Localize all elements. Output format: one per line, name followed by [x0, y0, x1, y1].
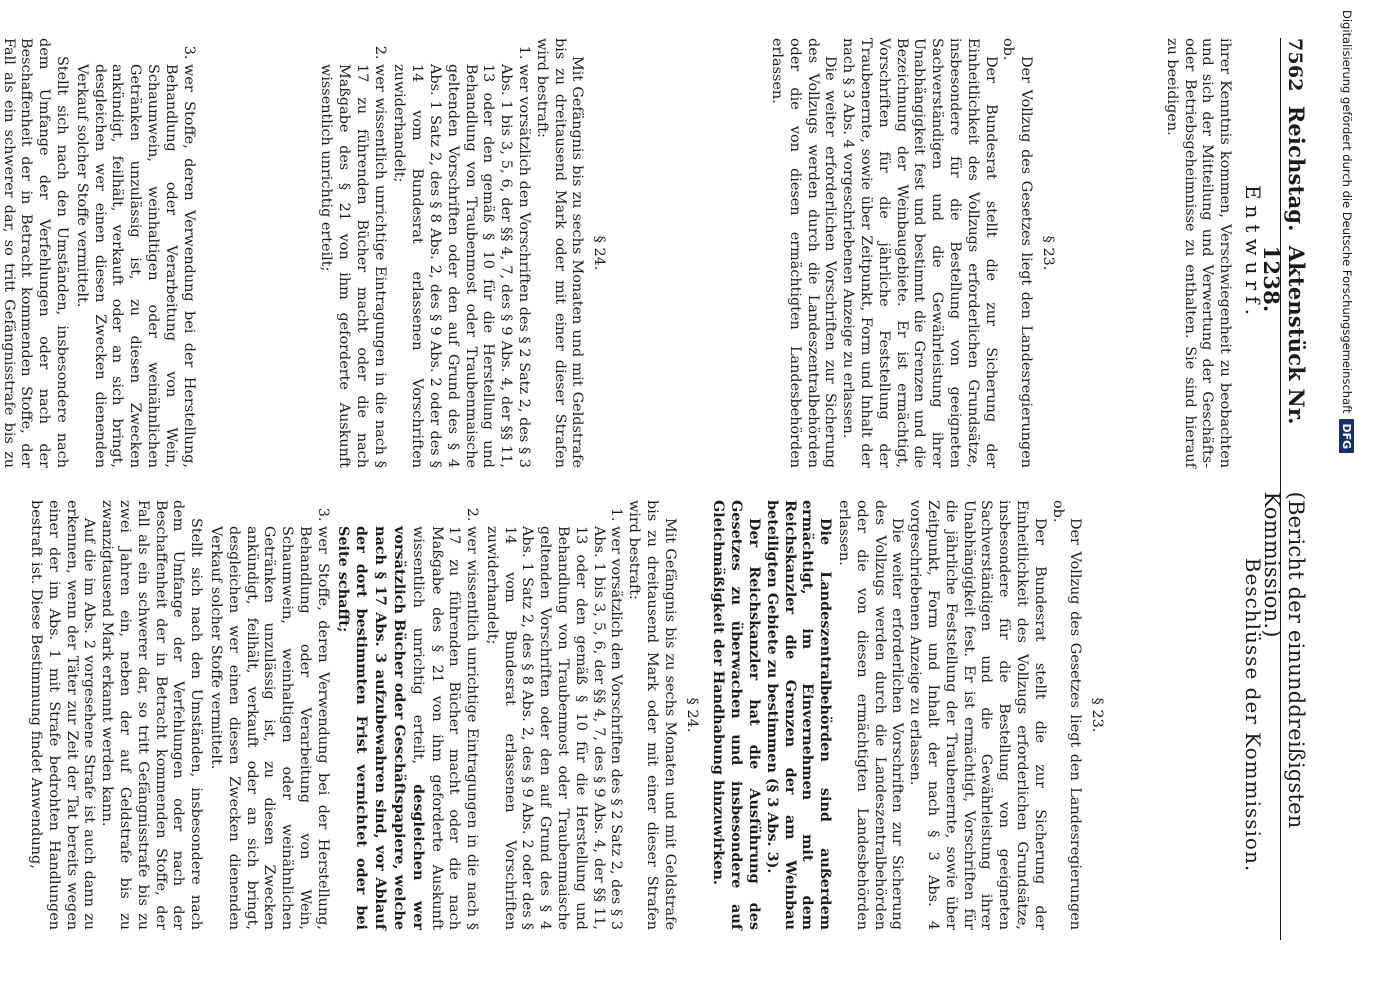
commission-section-24-label: § 24. — [683, 697, 700, 733]
draft-sec23-p1: Der Vollzug des Gesetzes liegt den Landesregierungen ob. — [1000, 38, 1035, 468]
draft-sec24-list-cont — [72, 38, 197, 468]
draft-sec24-item-1: 1. wer vorsätzlich den Vorschriften des § 2 Satz 2, des § 3 Abs. 1 bis 3, 5, 6, der §§ 4, 7, des § 9 Abs. 4, der §§ 11, 13 oder den gemäß § 10 für die Herstellung und Behandlung von Traubenmost oder Traubenmaische geltenden Vorschriften oder den auf Grund des § 4 Abs. 1 Satz 2, des § 8 Abs. 2, des § 9 Abs. 2 oder des § 14 vom Bundesrat erlassenen Vorschriften zuwiderhandelt; — [390, 64, 532, 468]
dfg-logo: DFG — [1340, 419, 1355, 453]
draft-sec24-item-2: 2. wer wissentlich unrichtige Eintragungen in die nach § 17 zu führenden Bücher macht oder die nach Maßgabe des § 21 von ihm geforderte Auskunft wissentlich unrichtig erteilt; — [317, 64, 388, 468]
commission-sec24-item-2-text: wer wissentlich unrichtige Eintragungen in die nach § 17 zu führenden Bücher macht oder die nach Maßgabe des § 21 von ihm geforderte Auskunft wissentlich unrichtig erteilt, — [409, 526, 481, 930]
column-spacer — [1066, 38, 1162, 468]
credit-text: Digitalisierung gefördert durch die Deutsche Forschungsgemeinschaft — [1340, 10, 1354, 414]
commission-sec24-p3: Auf die im Abs. 2 vorgesehene Strafe ist auch dann zu erkennen, wenn der Täter zur Zeit der Tat bereits wegen einer der im Abs. 1 mit Strafe bedrohten Handlungen bestraft ist. Diese Bestimmung findet Anwendung, — [27, 500, 98, 930]
draft-sec24-list — [317, 38, 533, 468]
column-spacer — [617, 38, 767, 468]
draft-intro-text: ihrer Kenntnis kommen, Verschwiegenheit zu beobachten und sich der Mitteilung und Verwertung der Geschäfts- oder Betriebsgeheimnisse zu enthalten. Sie sind hierauf zu beeidigen. — [1163, 38, 1234, 468]
draft-sec24-intro: Mit Gefängnis bis zu sechs Monaten und mit Geldstrafe bis zu dreitausend Mark oder mit einer dieser Strafen wird bestraft: — [533, 38, 586, 468]
column-spacer — [1115, 500, 1233, 930]
digitization-credit — [1336, 10, 1358, 990]
draft-section-23-label: § 23. — [1040, 235, 1057, 271]
draft-heading: Entwurf. — [1241, 184, 1265, 322]
commission-sec24-list — [206, 500, 624, 930]
commission-sec24-intro: Mit Gefängnis bis zu sechs Monaten und mit Geldstrafe bis zu dreitausend Mark oder mit einer dieser Strafen wird bestraft: — [626, 500, 678, 930]
draft-sec23-p2: Der Bundesrat stellt die zur Sicherung der Einheitlichkeit des Vollzugs erforderlichen Grundsätze, insbesondere für die Bestellung von geeigneten Sachverständigen und die Gewährleistung ihrer Unabhängigkeit fest und bestimmt die Grenzen und die Bezeichnung der Weinbaugebiete. Er ist ermächtigt, Vorschriften für die jährliche Feststellung der Traubenernte, sowie über Zeitpunkt, Form und Inhalt der nach § 3 Abs. 4 vorgeschriebenen Anzeige zu erlassen. — [840, 38, 999, 468]
report-title: (Bericht der einunddreißigsten Kommission.) — [1260, 491, 1308, 829]
commission-sec23-p1: Der Vollzug des Gesetzes liegt den Landesregierungen ob. — [1049, 500, 1084, 930]
draft-section-24-label: § 24. — [591, 235, 608, 271]
commission-sec23-p3: Die weiter erforderlichen Vorschriften zur Sicherung des Vollzugs werden durch die Landeszentralbehörden oder die von diesen ermächtigten Landesbehörden erlassen. — [836, 500, 906, 930]
commission-sec23-p2: Der Bundesrat stellt die zur Sicherung der Einheitlichkeit des Vollzugs erforderlichen Grundsätze, insbesondere für die Bestellung von geeigneten Sachverständigen und die Gewährleistung ihrer Unabhängigkeit fest. Er ist ermächtigt, Vorschriften für die jährliche Feststellung der Traubenernte, sowie über Zeitpunkt, Form und Inhalt der nach § 3 Abs. 4 vorgeschriebenen Anzeige zu erlassen. — [907, 500, 1048, 930]
draft-sec23-p3: Die weiter erforderlichen Vorschriften zur Sicherung des Vollzugs werden durch die Landeszentralbehörden oder die von diesen ermächtigten Landesbehörden erlassen. — [769, 38, 839, 468]
column-spacer — [197, 38, 315, 468]
commission-sec24-item-1: 1. wer vorsätzlich den Vorschriften des § 2 Satz 2, des § 3 Abs. 1 bis 3, 5, 6, der §§ 4, 7, des § 9 Abs. 4, der §§ 11, 13 oder den gemäß § 10 für die Herstellung und Behandlung von Traubenmost oder Traubenmaische geltenden Vorschriften oder den auf Grund des § 4 Abs. 1 Satz 2, des § 8 Abs. 2, des § 9 Abs. 2 oder des § 14 vom Bundesrat erlassenen Vorschriften zuwiderhandelt; — [482, 526, 624, 930]
commission-sec23-p4: Die Landeszentralbehörden sind außerdem ermächtigt, im Einvernehmen mit dem Reichskanzler die Grenzen der am Weinbau beteiligten Gebiete zu bestimmen (§ 3 Abs. 3). — [763, 500, 835, 930]
page-header — [1259, 38, 1309, 940]
commission-sec23-p5: Der Reichskanzler hat die Ausführung des Gesetzes zu überwachen und insbesondere auf Gleichmäßigkeit der Handhabung hinzuwirken. — [710, 500, 764, 930]
document-number: Aktenstück Nr. 1238. — [1259, 245, 1309, 425]
commission-column — [26, 500, 1267, 930]
commission-sec24-item-3: 3. wer Stoffe, deren Verwendung bei der Herstellung, Behandlung oder Verarbeitung von Wein, Schaumwein, weinhaltigen oder weinähnlichen Getränken unzulässig ist, zu diesen Zwecken ankündigt, feilhält, verkauft oder an sich bringt, desgleichen wer einen diesen Zwecken dienenden Verkauf solcher Stoffe vermittelt. — [206, 526, 331, 930]
commission-sec24-item-2-amendment: desgleichen wer vorsätzlich Bücher oder Geschäftspapiere, welche nach § 17 Abs. 3 aufzubewahren sind, vor Ablauf der dort bestimmten Frist vernichtet oder bei Seite schafft; — [334, 526, 427, 931]
commission-heading: Beschlüsse der Kommission. — [1241, 557, 1265, 873]
commission-sec24-p2: Stellt sich nach den Umständen, insbesondere nach dem Umfange der Verfehlungen oder nach der Beschaffenheit der in Betracht kommenden Stoffe, der Fall als ein schwerer dar, so tritt Gefängnisstrafe bis zu zwei Jahren ein, neben der auf Geldstrafe bis zu zwanzigtausend Mark erkannt werden kann. — [99, 500, 205, 930]
commission-sec24-item-2 — [333, 526, 480, 930]
draft-column — [0, 38, 1267, 468]
commission-section-23-label: § 23. — [1089, 697, 1106, 733]
draft-sec24-p2: Stellt sich nach den Umständen, insbesondere nach dem Umfange der Verfehlungen oder nach der Beschaffenheit der in Betracht kommenden Stoffe, der Fall als ein schwerer dar, so tritt Gefängnisstrafe bis zu — [0, 38, 70, 468]
chamber-label: Reichstag. — [1284, 105, 1309, 232]
draft-sec24-item-3: 3. wer Stoffe, deren Verwendung bei der Herstellung, Behandlung oder Verarbeitung von Wein, Schaumwein, weinhaltigen oder weinähnlichen Getränken unzulässig ist, zu diesen Zwecken ankündigt, feilhält, verkauft oder an sich bringt, desgleichen wer einen diesen Zwecken dienenden Verkauf solcher Stoffe vermittelt. — [72, 64, 197, 468]
page-number: 7562 — [1284, 38, 1306, 92]
